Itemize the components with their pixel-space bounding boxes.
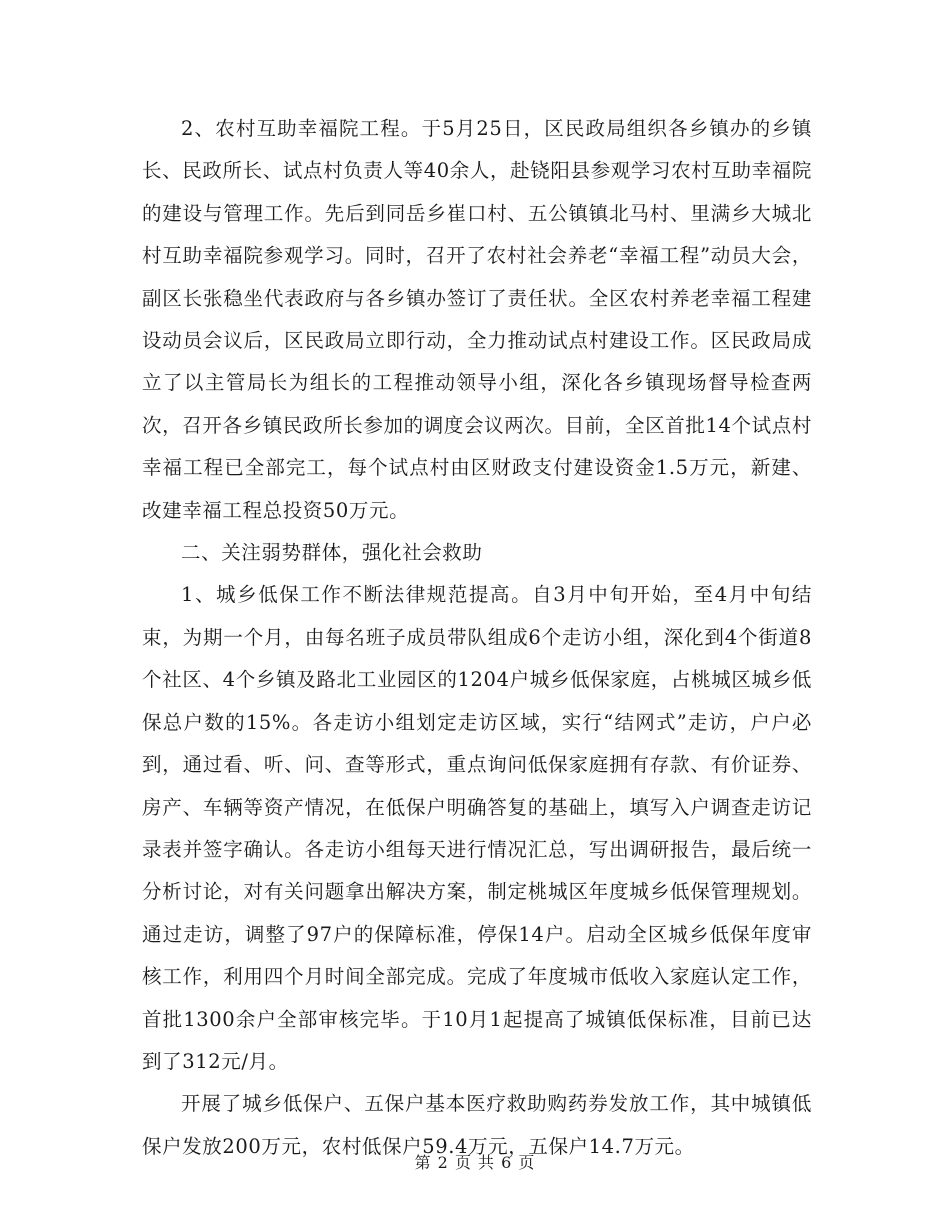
page-number-footer: 第 2 页 共 6 页 bbox=[414, 1153, 536, 1172]
paragraph-medical-voucher: 开展了城乡低保户、五保户基本医疗救助购药券发放工作，其中城镇低保户发放200万元，农村低保户59.4万元，五保户14.7万元。 bbox=[142, 1092, 812, 1158]
paragraph-happiness-home-project: 2、农村互助幸福院工程。于5月25日，区民政局组织各乡镇办的乡镇长、民政所长、试点村负责人等40余人，赴铙阳县参观学习农村互助幸福院的建设与管理工作。先后到同岳乡崔口村、五公镇镇北马村、里满乡大城北村互助幸福院参观学习。同时，召开了农村社会养老“幸福工程”动员大会，副区长张稳坐代表政府与各乡镇办签订了责任状。全区农村养老幸福工程建设动员会议后，区民政局立即行动，全力推动试点村建设工作。区民政局成立了以主管局长为组长的工程推动领导小组，深化各乡镇现场督导检查两次，召开各乡镇民政所长参加的调度会议两次。目前，全区首批14个试点村幸福工程已全部完工，每个试点村由区财政支付建设资金1.5万元，新建、改建幸福工程总投资50万元。 bbox=[142, 117, 812, 522]
section-heading-social-assistance: 二、关注弱势群体，强化社会救助 bbox=[181, 541, 483, 565]
document-body bbox=[142, 108, 812, 1168]
paragraph-minimum-living-guarantee: 1、城乡低保工作不断法律规范提高。自3月中旬开始，至4月中旬结束，为期一个月，由每名班子成员带队组成6个走访小组，深化到4个街道8个社区、4个乡镇及路北工业园区的1204户城乡低保家庭，占桃城区城乡低保总户数的15%。各走访小组划定走访区域，实行“结网式”走访，户户必到，通过看、听、问、查等形式，重点询问低保家庭拥有存款、有价证券、房产、车辆等资产情况，在低保户明确答复的基础上，填写入户调查走访记录表并签字确认。各走访小组每天进行情况汇总，写出调研报告，最后统一分析讨论，对有关问题拿出解决方案，制定桃城区年度城乡低保管理规划。通过走访，调整了97户的保障标准，停保14户。启动全区城乡低保年度审核工作，利用四个月时间全部完成。完成了年度城市低收入家庭认定工作，首批1300余户全部审核完毕。于10月1起提高了城镇低保标准，目前已达到了312元/月。 bbox=[142, 583, 812, 1073]
